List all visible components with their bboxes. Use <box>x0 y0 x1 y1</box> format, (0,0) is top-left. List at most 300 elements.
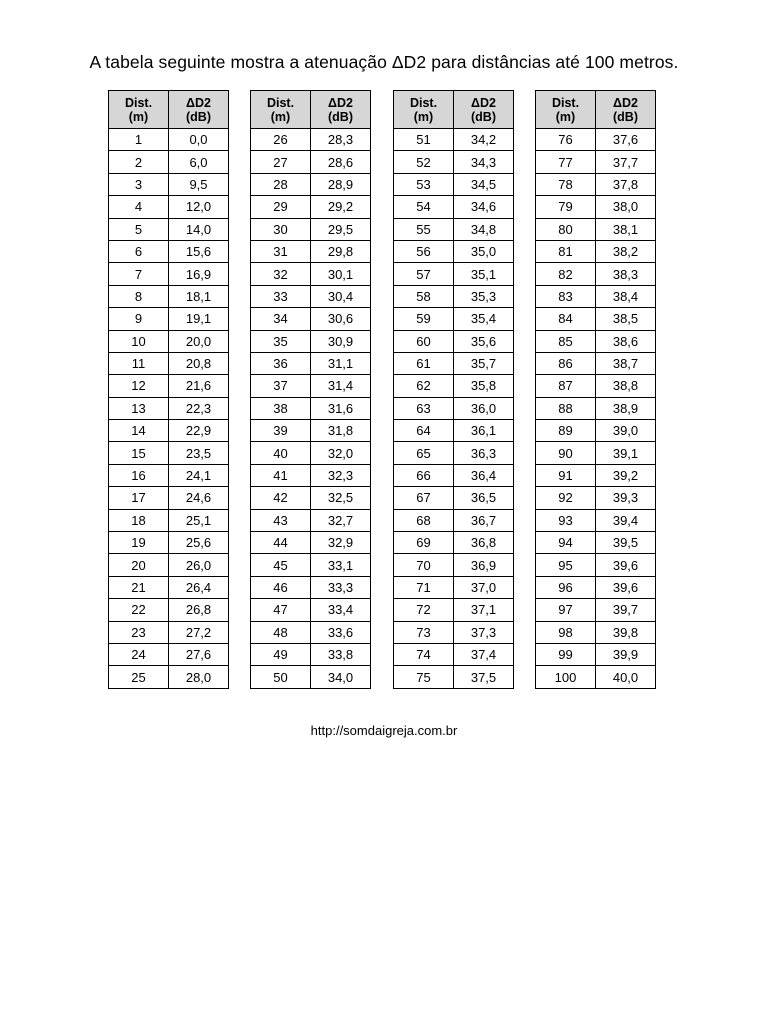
distance-cell: 20 <box>109 554 169 576</box>
distance-cell: 68 <box>394 509 454 531</box>
attenuation-cell: 39,6 <box>596 576 656 598</box>
header-distance: Dist. (m) <box>109 91 169 129</box>
table-row <box>251 532 371 554</box>
attenuation-cell: 38,5 <box>596 308 656 330</box>
attenuation-table-1 <box>108 90 229 689</box>
attenuation-cell: 15,6 <box>169 240 229 262</box>
distance-cell: 49 <box>251 643 311 665</box>
table-row <box>109 263 229 285</box>
attenuation-table-4 <box>535 90 656 689</box>
table-row <box>251 397 371 419</box>
distance-cell: 39 <box>251 420 311 442</box>
attenuation-cell: 29,5 <box>311 218 371 240</box>
distance-cell: 85 <box>536 330 596 352</box>
table-row <box>394 263 514 285</box>
distance-cell: 56 <box>394 240 454 262</box>
attenuation-cell: 34,6 <box>454 196 514 218</box>
table-row <box>109 173 229 195</box>
distance-cell: 66 <box>394 464 454 486</box>
distance-cell: 45 <box>251 554 311 576</box>
table-row <box>394 285 514 307</box>
distance-cell: 77 <box>536 151 596 173</box>
table-row <box>109 532 229 554</box>
table-row <box>536 397 656 419</box>
attenuation-table-3 <box>393 90 514 689</box>
table-row <box>109 397 229 419</box>
distance-cell: 12 <box>109 375 169 397</box>
attenuation-cell: 37,8 <box>596 173 656 195</box>
distance-cell: 48 <box>251 621 311 643</box>
distance-cell: 44 <box>251 532 311 554</box>
header-attenuation: ΔD2 (dB) <box>169 91 229 129</box>
attenuation-cell: 35,3 <box>454 285 514 307</box>
table-row <box>251 330 371 352</box>
table-row <box>109 240 229 262</box>
distance-cell: 50 <box>251 666 311 688</box>
distance-cell: 46 <box>251 576 311 598</box>
attenuation-cell: 30,9 <box>311 330 371 352</box>
table-row <box>109 554 229 576</box>
table-row <box>536 375 656 397</box>
table-row <box>536 308 656 330</box>
table-row <box>394 173 514 195</box>
distance-cell: 80 <box>536 218 596 240</box>
distance-cell: 78 <box>536 173 596 195</box>
table-row <box>251 196 371 218</box>
table-row <box>394 621 514 643</box>
table-row <box>394 129 514 151</box>
distance-cell: 18 <box>109 509 169 531</box>
attenuation-cell: 26,8 <box>169 599 229 621</box>
attenuation-cell: 12,0 <box>169 196 229 218</box>
attenuation-cell: 37,4 <box>454 643 514 665</box>
attenuation-cell: 37,7 <box>596 151 656 173</box>
attenuation-cell: 28,3 <box>311 129 371 151</box>
distance-cell: 84 <box>536 308 596 330</box>
table-row <box>536 487 656 509</box>
attenuation-cell: 29,2 <box>311 196 371 218</box>
distance-cell: 100 <box>536 666 596 688</box>
table-row <box>109 352 229 374</box>
attenuation-cell: 35,1 <box>454 263 514 285</box>
attenuation-cell: 34,5 <box>454 173 514 195</box>
attenuation-cell: 14,0 <box>169 218 229 240</box>
distance-cell: 9 <box>109 308 169 330</box>
distance-cell: 7 <box>109 263 169 285</box>
distance-cell: 82 <box>536 263 596 285</box>
table-row <box>536 532 656 554</box>
distance-cell: 19 <box>109 532 169 554</box>
table-row <box>109 599 229 621</box>
distance-cell: 75 <box>394 666 454 688</box>
distance-cell: 38 <box>251 397 311 419</box>
table-row <box>394 599 514 621</box>
table-row <box>251 151 371 173</box>
distance-cell: 91 <box>536 464 596 486</box>
distance-cell: 52 <box>394 151 454 173</box>
table-row <box>536 621 656 643</box>
attenuation-cell: 24,1 <box>169 464 229 486</box>
table-row <box>109 464 229 486</box>
table-row <box>394 487 514 509</box>
table-row <box>251 285 371 307</box>
table-row <box>536 643 656 665</box>
table-row <box>394 375 514 397</box>
distance-cell: 15 <box>109 442 169 464</box>
table-row <box>536 285 656 307</box>
distance-cell: 17 <box>109 487 169 509</box>
table-row <box>251 509 371 531</box>
distance-cell: 14 <box>109 420 169 442</box>
table-row <box>251 621 371 643</box>
table-row <box>109 442 229 464</box>
attenuation-cell: 38,1 <box>596 218 656 240</box>
source-url: http://somdaigreja.com.br <box>310 723 458 738</box>
attenuation-cell: 33,6 <box>311 621 371 643</box>
attenuation-cell: 22,3 <box>169 397 229 419</box>
distance-cell: 64 <box>394 420 454 442</box>
table-row <box>536 442 656 464</box>
distance-cell: 89 <box>536 420 596 442</box>
attenuation-cell: 38,2 <box>596 240 656 262</box>
table-row <box>251 173 371 195</box>
attenuation-cell: 36,3 <box>454 442 514 464</box>
distance-cell: 53 <box>394 173 454 195</box>
distance-cell: 36 <box>251 352 311 374</box>
attenuation-cell: 33,1 <box>311 554 371 576</box>
table-row <box>394 442 514 464</box>
distance-cell: 54 <box>394 196 454 218</box>
attenuation-cell: 31,8 <box>311 420 371 442</box>
attenuation-cell: 22,9 <box>169 420 229 442</box>
attenuation-cell: 21,6 <box>169 375 229 397</box>
table-row <box>109 129 229 151</box>
attenuation-cell: 30,6 <box>311 308 371 330</box>
table-row <box>394 643 514 665</box>
attenuation-cell: 28,9 <box>311 173 371 195</box>
table-row <box>394 420 514 442</box>
distance-cell: 57 <box>394 263 454 285</box>
attenuation-cell: 25,6 <box>169 532 229 554</box>
table-row <box>394 330 514 352</box>
attenuation-cell: 32,7 <box>311 509 371 531</box>
attenuation-cell: 33,4 <box>311 599 371 621</box>
distance-cell: 88 <box>536 397 596 419</box>
table-row <box>109 151 229 173</box>
distance-cell: 94 <box>536 532 596 554</box>
attenuation-cell: 23,5 <box>169 442 229 464</box>
table-row <box>536 576 656 598</box>
attenuation-cell: 37,1 <box>454 599 514 621</box>
attenuation-cell: 31,4 <box>311 375 371 397</box>
table-row <box>536 173 656 195</box>
header-attenuation: ΔD2 (dB) <box>311 91 371 129</box>
distance-cell: 55 <box>394 218 454 240</box>
table-row <box>251 554 371 576</box>
distance-cell: 11 <box>109 352 169 374</box>
table-row <box>251 375 371 397</box>
table-row <box>109 375 229 397</box>
table-row <box>536 240 656 262</box>
distance-cell: 95 <box>536 554 596 576</box>
attenuation-cell: 37,6 <box>596 129 656 151</box>
attenuation-cell: 39,1 <box>596 442 656 464</box>
distance-cell: 51 <box>394 129 454 151</box>
distance-cell: 23 <box>109 621 169 643</box>
distance-cell: 25 <box>109 666 169 688</box>
attenuation-cell: 35,0 <box>454 240 514 262</box>
table-row <box>536 151 656 173</box>
table-row <box>109 643 229 665</box>
distance-cell: 34 <box>251 308 311 330</box>
table-row <box>536 420 656 442</box>
distance-cell: 69 <box>394 532 454 554</box>
distance-cell: 86 <box>536 352 596 374</box>
attenuation-cell: 24,6 <box>169 487 229 509</box>
distance-cell: 33 <box>251 285 311 307</box>
attenuation-cell: 39,0 <box>596 420 656 442</box>
distance-cell: 29 <box>251 196 311 218</box>
attenuation-cell: 25,1 <box>169 509 229 531</box>
attenuation-cell: 38,3 <box>596 263 656 285</box>
table-row <box>394 576 514 598</box>
distance-cell: 62 <box>394 375 454 397</box>
attenuation-cell: 38,7 <box>596 352 656 374</box>
distance-cell: 27 <box>251 151 311 173</box>
attenuation-cell: 36,1 <box>454 420 514 442</box>
table-row <box>109 308 229 330</box>
attenuation-cell: 6,0 <box>169 151 229 173</box>
table-row <box>109 196 229 218</box>
header-distance: Dist. (m) <box>251 91 311 129</box>
distance-cell: 4 <box>109 196 169 218</box>
distance-cell: 13 <box>109 397 169 419</box>
distance-cell: 30 <box>251 218 311 240</box>
distance-cell: 59 <box>394 308 454 330</box>
distance-cell: 47 <box>251 599 311 621</box>
distance-cell: 43 <box>251 509 311 531</box>
table-row <box>394 464 514 486</box>
attenuation-cell: 39,5 <box>596 532 656 554</box>
distance-cell: 35 <box>251 330 311 352</box>
distance-cell: 99 <box>536 643 596 665</box>
attenuation-cell: 34,0 <box>311 666 371 688</box>
distance-cell: 26 <box>251 129 311 151</box>
distance-cell: 6 <box>109 240 169 262</box>
table-row <box>536 464 656 486</box>
table-row <box>109 621 229 643</box>
table-row <box>109 576 229 598</box>
table-row <box>251 576 371 598</box>
attenuation-cell: 35,6 <box>454 330 514 352</box>
attenuation-cell: 16,9 <box>169 263 229 285</box>
attenuation-cell: 39,8 <box>596 621 656 643</box>
attenuation-cell: 34,2 <box>454 129 514 151</box>
distance-cell: 5 <box>109 218 169 240</box>
header-distance: Dist. (m) <box>536 91 596 129</box>
table-row <box>251 263 371 285</box>
distance-cell: 1 <box>109 129 169 151</box>
distance-cell: 2 <box>109 151 169 173</box>
table-row <box>394 509 514 531</box>
table-row <box>394 240 514 262</box>
distance-cell: 3 <box>109 173 169 195</box>
attenuation-cell: 33,8 <box>311 643 371 665</box>
table-row <box>394 666 514 688</box>
attenuation-cell: 19,1 <box>169 308 229 330</box>
distance-cell: 93 <box>536 509 596 531</box>
table-row <box>109 487 229 509</box>
table-row <box>536 263 656 285</box>
distance-cell: 24 <box>109 643 169 665</box>
attenuation-cell: 38,9 <box>596 397 656 419</box>
attenuation-cell: 30,4 <box>311 285 371 307</box>
distance-cell: 97 <box>536 599 596 621</box>
table-row <box>251 666 371 688</box>
distance-cell: 32 <box>251 263 311 285</box>
distance-cell: 63 <box>394 397 454 419</box>
distance-cell: 81 <box>536 240 596 262</box>
attenuation-cell: 35,4 <box>454 308 514 330</box>
table-row <box>109 330 229 352</box>
distance-cell: 83 <box>536 285 596 307</box>
attenuation-cell: 35,8 <box>454 375 514 397</box>
attenuation-cell: 26,4 <box>169 576 229 598</box>
distance-cell: 8 <box>109 285 169 307</box>
distance-cell: 37 <box>251 375 311 397</box>
distance-cell: 21 <box>109 576 169 598</box>
attenuation-table-2 <box>250 90 371 689</box>
table-row <box>536 599 656 621</box>
distance-cell: 76 <box>536 129 596 151</box>
distance-cell: 65 <box>394 442 454 464</box>
distance-cell: 16 <box>109 464 169 486</box>
attenuation-cell: 30,1 <box>311 263 371 285</box>
attenuation-cell: 36,9 <box>454 554 514 576</box>
attenuation-cell: 37,3 <box>454 621 514 643</box>
distance-cell: 10 <box>109 330 169 352</box>
attenuation-cell: 36,7 <box>454 509 514 531</box>
table-row <box>394 532 514 554</box>
distance-cell: 87 <box>536 375 596 397</box>
attenuation-cell: 36,4 <box>454 464 514 486</box>
table-row <box>109 420 229 442</box>
attenuation-cell: 32,3 <box>311 464 371 486</box>
attenuation-cell: 40,0 <box>596 666 656 688</box>
attenuation-cell: 38,4 <box>596 285 656 307</box>
header-distance: Dist. (m) <box>394 91 454 129</box>
attenuation-cell: 38,6 <box>596 330 656 352</box>
distance-cell: 70 <box>394 554 454 576</box>
distance-cell: 67 <box>394 487 454 509</box>
attenuation-cell: 32,5 <box>311 487 371 509</box>
attenuation-cell: 39,9 <box>596 643 656 665</box>
distance-cell: 22 <box>109 599 169 621</box>
table-row <box>251 240 371 262</box>
header-attenuation: ΔD2 (dB) <box>596 91 656 129</box>
attenuation-cell: 26,0 <box>169 554 229 576</box>
distance-cell: 73 <box>394 621 454 643</box>
attenuation-cell: 31,1 <box>311 352 371 374</box>
attenuation-cell: 38,8 <box>596 375 656 397</box>
table-row <box>251 599 371 621</box>
table-row <box>536 129 656 151</box>
attenuation-cell: 27,2 <box>169 621 229 643</box>
distance-cell: 92 <box>536 487 596 509</box>
table-row <box>251 308 371 330</box>
attenuation-cell: 20,8 <box>169 352 229 374</box>
table-row <box>251 129 371 151</box>
distance-cell: 61 <box>394 352 454 374</box>
table-row <box>536 196 656 218</box>
table-row <box>109 666 229 688</box>
table-row <box>251 352 371 374</box>
attenuation-cell: 35,7 <box>454 352 514 374</box>
attenuation-cell: 34,3 <box>454 151 514 173</box>
attenuation-cell: 39,6 <box>596 554 656 576</box>
attenuation-cell: 32,0 <box>311 442 371 464</box>
table-row <box>394 218 514 240</box>
attenuation-cell: 27,6 <box>169 643 229 665</box>
attenuation-cell: 0,0 <box>169 129 229 151</box>
distance-cell: 41 <box>251 464 311 486</box>
table-row <box>109 509 229 531</box>
table-row <box>251 643 371 665</box>
attenuation-cell: 9,5 <box>169 173 229 195</box>
table-row <box>536 352 656 374</box>
distance-cell: 90 <box>536 442 596 464</box>
attenuation-cell: 39,7 <box>596 599 656 621</box>
attenuation-cell: 36,0 <box>454 397 514 419</box>
attenuation-cell: 39,2 <box>596 464 656 486</box>
table-row <box>536 330 656 352</box>
distance-cell: 98 <box>536 621 596 643</box>
table-row <box>394 151 514 173</box>
distance-cell: 79 <box>536 196 596 218</box>
attenuation-cell: 38,0 <box>596 196 656 218</box>
attenuation-cell: 20,0 <box>169 330 229 352</box>
attenuation-cell: 18,1 <box>169 285 229 307</box>
distance-cell: 42 <box>251 487 311 509</box>
table-row <box>109 218 229 240</box>
page-title: A tabela seguinte mostra a atenuação ΔD2 para distâncias até 100 metros. <box>89 52 679 72</box>
distance-cell: 72 <box>394 599 454 621</box>
table-row <box>394 196 514 218</box>
attenuation-cell: 37,0 <box>454 576 514 598</box>
distance-cell: 74 <box>394 643 454 665</box>
attenuation-cell: 33,3 <box>311 576 371 598</box>
attenuation-cell: 28,0 <box>169 666 229 688</box>
distance-cell: 96 <box>536 576 596 598</box>
distance-cell: 71 <box>394 576 454 598</box>
distance-cell: 40 <box>251 442 311 464</box>
table-row <box>536 554 656 576</box>
attenuation-cell: 28,6 <box>311 151 371 173</box>
distance-cell: 60 <box>394 330 454 352</box>
attenuation-cell: 37,5 <box>454 666 514 688</box>
table-row <box>394 554 514 576</box>
attenuation-cell: 39,3 <box>596 487 656 509</box>
attenuation-cell: 34,8 <box>454 218 514 240</box>
distance-cell: 28 <box>251 173 311 195</box>
attenuation-cell: 39,4 <box>596 509 656 531</box>
distance-cell: 58 <box>394 285 454 307</box>
table-row <box>394 308 514 330</box>
attenuation-cell: 29,8 <box>311 240 371 262</box>
header-attenuation: ΔD2 (dB) <box>454 91 514 129</box>
table-row <box>251 218 371 240</box>
table-row <box>109 285 229 307</box>
